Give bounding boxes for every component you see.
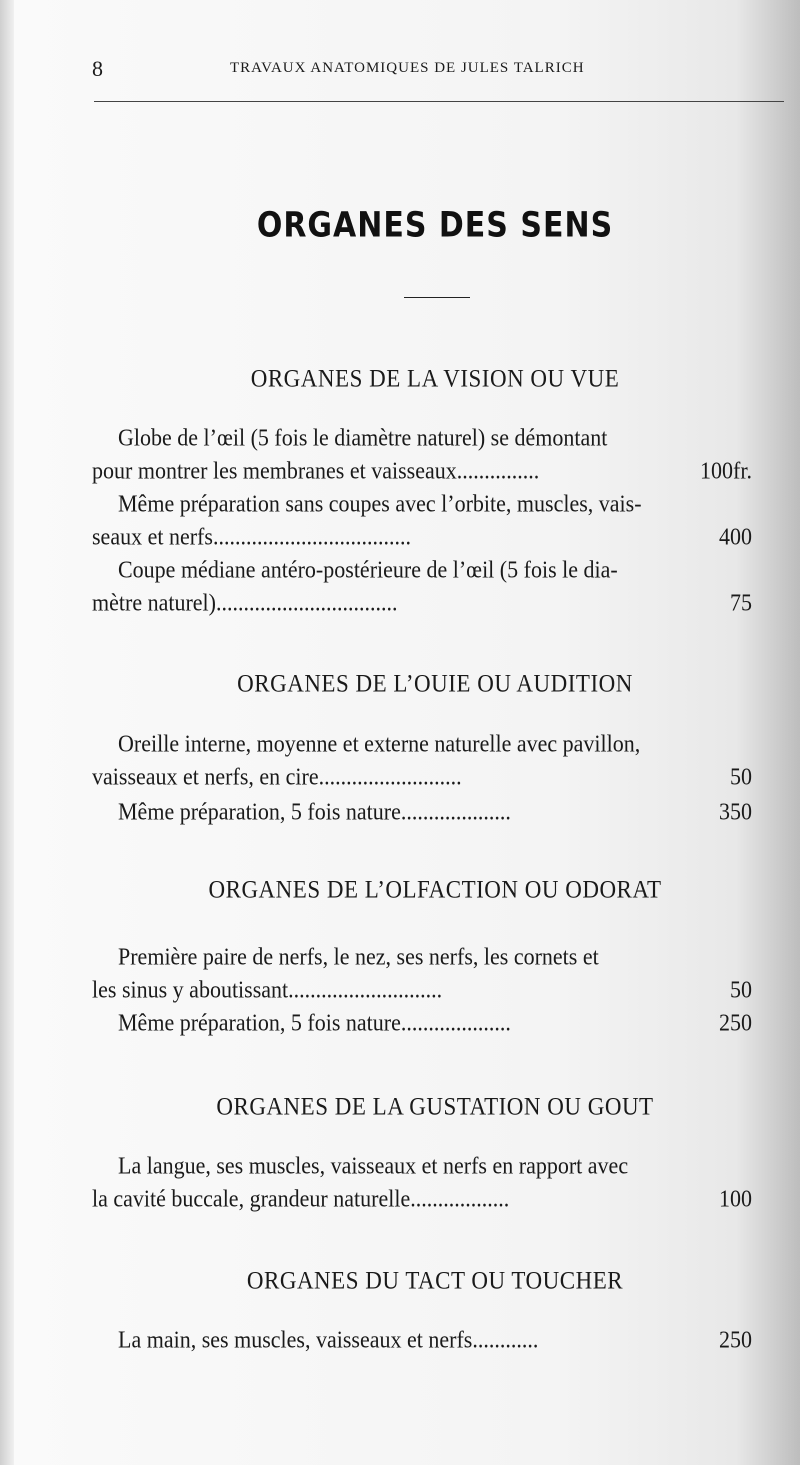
catalog-item-line: Globe de l’œil (5 fois le diamètre naturel) se démontant bbox=[118, 424, 608, 451]
running-title: TRAVAUX ANATOMIQUES DE JULES TALRICH bbox=[230, 60, 585, 76]
catalog-item-line: Même préparation, 5 fois nature.................... bbox=[118, 798, 511, 825]
section-heading: ORGANES DE LA VISION OU VUE bbox=[250, 364, 620, 393]
section-heading: ORGANES DE L’OUIE OU AUDITION bbox=[237, 669, 633, 698]
item-price: 250 bbox=[719, 1326, 752, 1353]
section-heading: ORGANES DE L’OLFACTION OU ODORAT bbox=[208, 875, 662, 904]
item-price: 50 bbox=[730, 763, 752, 790]
catalog-item-line: pour montrer les membranes et vaisseaux............... bbox=[92, 457, 540, 484]
catalog-item-line: Oreille interne, moyenne et externe naturelle avec pavillon, bbox=[118, 730, 641, 757]
item-price: 50 bbox=[730, 976, 752, 1003]
page-number: 8 bbox=[92, 56, 103, 81]
section-heading: ORGANES DE LA GUSTATION OU GOUT bbox=[216, 1092, 654, 1121]
catalog-item-line: Même préparation, 5 fois nature.................... bbox=[118, 1009, 511, 1036]
header-rule bbox=[94, 101, 784, 102]
page-title: ORGANES DES SENS bbox=[256, 205, 614, 246]
catalog-item-line: La langue, ses muscles, vaisseaux et nerfs en rapport avec bbox=[118, 1152, 629, 1179]
catalog-item-line: Même préparation sans coupes avec l’orbite, muscles, vais- bbox=[118, 490, 642, 517]
item-price: 100fr. bbox=[700, 457, 752, 484]
section-heading: ORGANES DU TACT OU TOUCHER bbox=[246, 1266, 624, 1295]
catalog-item-line: Première paire de nerfs, le nez, ses nerfs, les cornets et bbox=[118, 943, 599, 970]
catalog-item-line: mètre naturel)................................. bbox=[92, 589, 398, 616]
catalog-item-line: la cavité buccale, grandeur naturelle.................. bbox=[92, 1185, 510, 1212]
item-price: 350 bbox=[719, 798, 752, 825]
item-price: 250 bbox=[719, 1009, 752, 1036]
catalog-item-line: La main, ses muscles, vaisseaux et nerfs............ bbox=[118, 1326, 539, 1353]
catalog-item-line: Coupe médiane antéro-postérieure de l’œil (5 fois le dia- bbox=[118, 556, 618, 583]
item-price: 100 bbox=[719, 1185, 752, 1212]
title-rule bbox=[404, 297, 470, 298]
catalog-item-line: vaisseaux et nerfs, en cire.......................... bbox=[92, 763, 462, 790]
running-head bbox=[92, 56, 652, 82]
item-price: 75 bbox=[730, 589, 752, 616]
item-price: 400 bbox=[719, 523, 752, 550]
catalog-item-line: les sinus y aboutissant............................ bbox=[92, 976, 443, 1003]
catalog-item-line: seaux et nerfs.................................... bbox=[92, 523, 411, 550]
